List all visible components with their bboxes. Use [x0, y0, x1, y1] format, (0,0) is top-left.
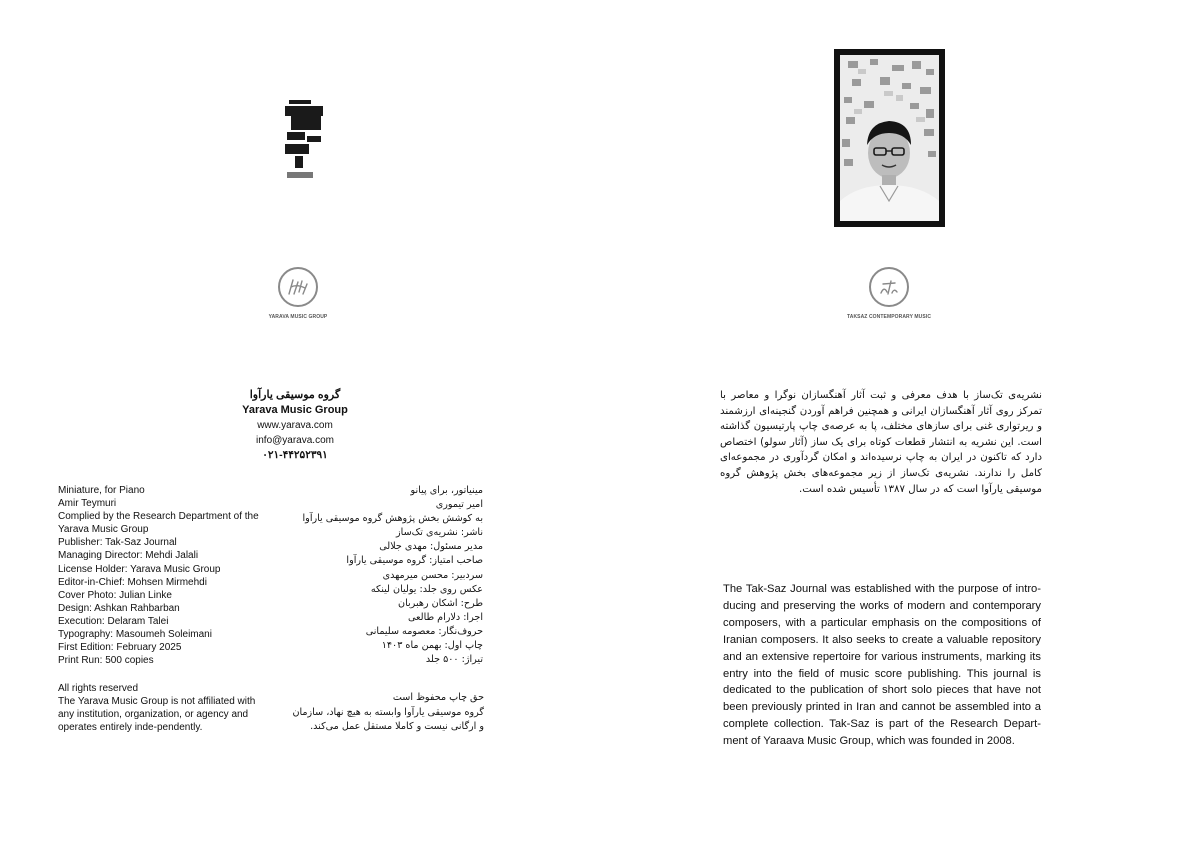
- credit-line-fa: مدیر مسئول: مهدی جلالی: [379, 541, 483, 553]
- credit-line: Amir Teymuri: [58, 498, 117, 510]
- composer-photo: [834, 49, 945, 227]
- yarava-logo-caption: YARAVA MUSIC GROUP: [268, 314, 328, 320]
- credit-line: Managing Director: Mehdi Jalali: [58, 550, 199, 562]
- publisher-name-en: Yarava Music Group: [242, 404, 348, 416]
- publisher-website-link[interactable]: www.yarava.com: [257, 420, 333, 431]
- credit-line: Design: Ashkan Rahbarban: [58, 602, 180, 614]
- credit-line: Execution: Delaram Talei: [58, 615, 169, 627]
- credit-line-fa: عکس روی جلد: یولیان لینکه: [370, 583, 483, 595]
- credit-line: Complied by the Research Department of the Yarava Music Group: [58, 511, 259, 536]
- yarava-logo: [278, 267, 318, 307]
- about-journal-english: The Tak-Saz Journal was established with the purpose of intro-ducing and preserving the works of modern and contemporary composers, with a particular emphasis on the compositions of Iranian composers. It also seeks to create a valuable repository and an extensive repertoire for various instruments, marking its entry into the field of music score publishing. This journal is dedicated to the publication of short solo pieces that have not been previously printed in Iran and cannot be assembled into a complete collection. Tak-Saz is part of the Research Depart-ment of Yaraava Music Group, which was founded in 2008.: [723, 583, 1041, 748]
- about-journal-persian: نشریه‌ی تک‌ساز با هدف معرفی و ثبت آثار آهنگسازان نوگرا و معاصر با تمرکز روی آثار آهنگسازان ایرانی و همچنین فراهم آوردن گنجینه‌ای ارزشمند و ریرتواری غنی برای سازهای مختلف، پا به عرصه‌ی چاپ پارتیسیون گذاشته است. این نشریه به انتشار قطعات کوتاه برای یک ساز (آثار سولو) اختصاص دارد که تاکنون در ایران به چاپ نرسیده‌اند و امکان گردآوری در مجموعه‌ای کامل را ندارند. نشریه‌ی تک‌ساز از زیر مجموعه‌های بخش پژوهش گروه موسیقی یارآوا است که در سال ۱۳۸۷ تأسیس شده است.: [720, 390, 1042, 495]
- cover-art-fragment: [285, 96, 327, 180]
- credit-line-fa: ناشر: نشریه‌ی تک‌ساز: [396, 527, 483, 539]
- credit-line-fa: به کوشش بخش پژوهش گروه موسیقی یارآوا: [302, 513, 483, 525]
- credit-line: First Edition: February 2025: [58, 642, 182, 654]
- credit-line-fa: سردبیر: محسن میرمهدی: [382, 569, 483, 581]
- taksaz-logo-mark-icon: [874, 272, 904, 302]
- credit-line-fa: صاحب امتیاز: گروه موسیقی یارآوا: [346, 555, 483, 567]
- credit-line: Editor-in-Chief: Mohsen Mirmehdi: [58, 576, 207, 588]
- portrait-icon: [840, 55, 939, 221]
- credit-line: License Holder: Yarava Music Group: [58, 563, 221, 575]
- credit-line-fa: مینیاتور، برای پیانو: [410, 485, 483, 496]
- credit-line-fa: حروف‌نگار: معصومه سلیمانی: [365, 625, 483, 637]
- credit-line-fa: اجرا: دلارام طالعی: [408, 611, 483, 623]
- taksaz-logo: [869, 267, 909, 307]
- publisher-name-fa: گروه موسیقی یارآوا: [249, 389, 341, 401]
- composer-portrait-image: [840, 55, 939, 221]
- rights-title-fa: حق چاپ محفوظ است: [392, 692, 484, 703]
- credit-line-fa: تیراژ: ۵۰۰ جلد: [425, 654, 483, 666]
- credit-line-fa: امیر تیموری: [435, 499, 483, 511]
- rights-notice-persian: [286, 691, 484, 735]
- credit-line-fa: طرح: اشکان رهبربان: [398, 597, 483, 609]
- credits-persian: [286, 484, 483, 667]
- rights-notice-english: [58, 682, 268, 734]
- credit-line: Typography: Masoumeh Soleimani: [58, 629, 212, 641]
- publisher-phone: ۰۲۱-۴۴۲۵۲۳۹۱: [262, 449, 328, 461]
- credit-line-fa: چاپ اول: بهمن ماه ۱۴۰۳: [381, 640, 483, 652]
- credits-english: [58, 484, 268, 667]
- yarava-logo-mark-icon: [283, 272, 313, 302]
- rights-title: All rights reserved: [58, 683, 139, 694]
- rights-body: The Yarava Music Group is not affiliated with any institution, organization, or agency and operates entirely inde-pendently.: [58, 696, 256, 734]
- credit-line: Miniature, for Piano: [58, 485, 145, 496]
- credit-line: Print Run: 500 copies: [58, 655, 154, 667]
- credit-line: Publisher: Tak-Saz Journal: [58, 537, 177, 549]
- publisher-email-link[interactable]: info@yarava.com: [256, 435, 334, 446]
- publisher-contact: [205, 388, 385, 463]
- rights-body-fa: گروه موسیقی یارآوا وابسته به هیچ نهاد، سازمان و ارگانی نیست و کاملا مستقل عمل می‌کند.: [292, 706, 484, 732]
- credit-line: Cover Photo: Julian Linke: [58, 589, 172, 601]
- taksaz-logo-caption: TAKSAZ CONTEMPORARY MUSIC: [846, 314, 932, 320]
